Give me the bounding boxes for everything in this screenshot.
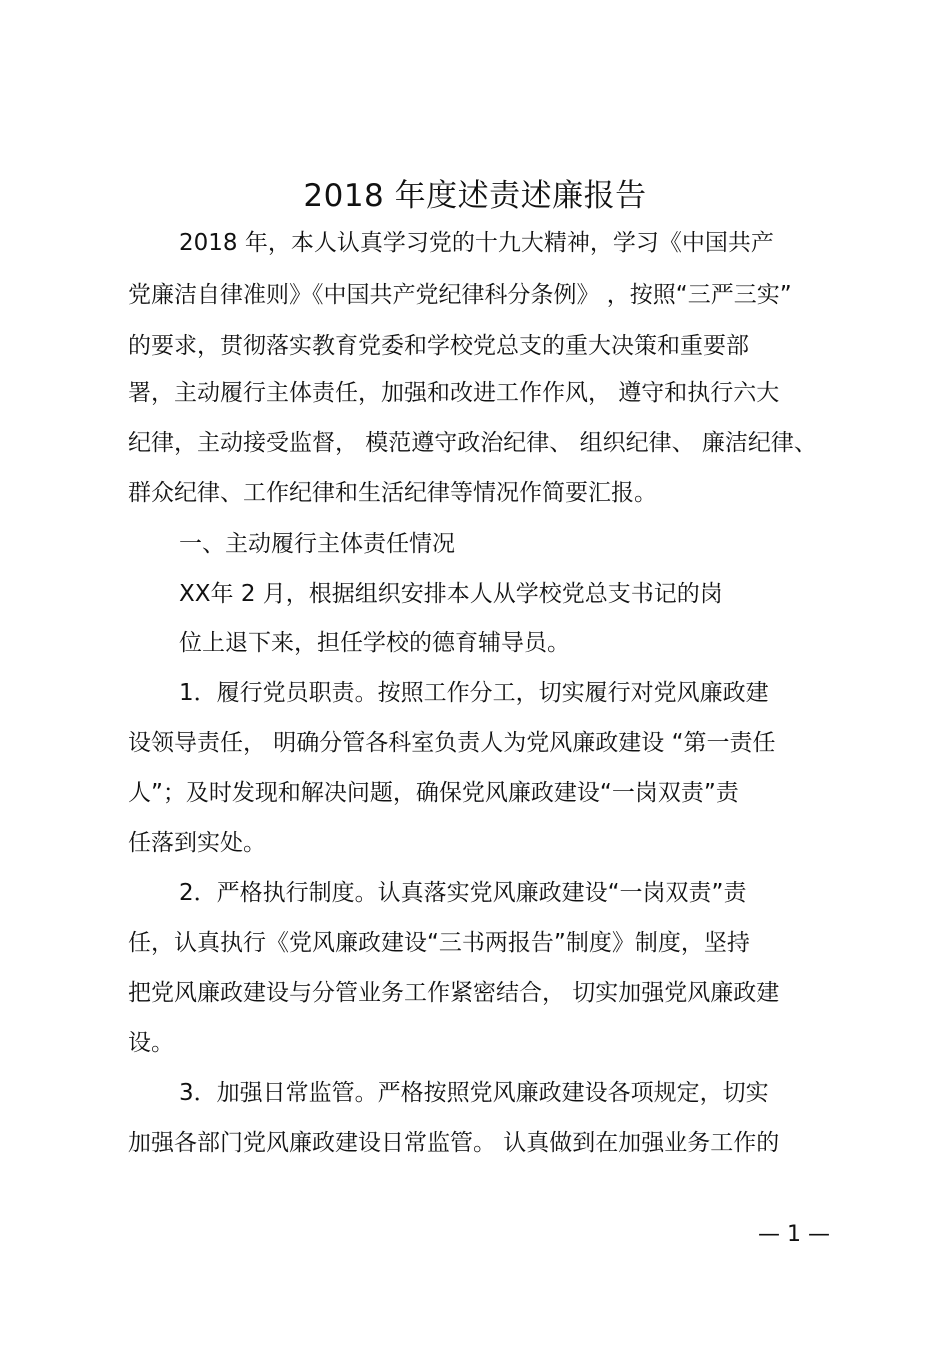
text-line: 设。 (128, 1030, 174, 1056)
text-line: 3．加强日常监管。严格按照党风廉政建设各项规定，切实 (179, 1080, 769, 1106)
text-line: 设领导责任， 明确分管各科室负责人为党风廉政建设 “第一责任 (128, 730, 776, 756)
text-line: 的要求，贯彻落实教育党委和学校党总支的重大决策和重要部 (128, 333, 749, 359)
text-line: 加强各部门党风廉政建设日常监管。 认真做到在加强业务工作的 (128, 1130, 780, 1156)
text-line: 纪律，主动接受监督， 模范遵守政治纪律、 组织纪律、 廉洁纪律、 (128, 430, 817, 456)
text-line: 任落到实处。 (128, 830, 266, 856)
text-line: 署，主动履行主体责任，加强和改进工作作风， 遵守和执行六大 (128, 380, 780, 406)
text-line: 人”；及时发现和解决问题，确保党风廉政建设“一岗双责”责 (128, 780, 739, 806)
text-line: 1．履行党员职责。按照工作分工，切实履行对党风廉政建 (179, 680, 769, 706)
page-number: — 1 — (758, 1222, 830, 1247)
text-line: 2018 年，本人认真学习党的十九大精神，学习《中国共产 (179, 230, 774, 256)
text-line: 党廉洁自律准则》《中国共产党纪律科分条例》 ，按照“三严三实” (128, 282, 792, 308)
document-title: 2018 年度述责述廉报告 (303, 178, 647, 214)
text-line: 群众纪律、工作纪律和生活纪律等情况作简要汇报。 (128, 480, 657, 506)
text-line: 把党风廉政建设与分管业务工作紧密结合， 切实加强党风廉政建 (128, 980, 780, 1006)
section-heading: 一、主动履行主体责任情况 (179, 531, 455, 557)
text-line: 位上退下来，担任学校的德育辅导员。 (179, 630, 570, 656)
text-line: 2．严格执行制度。认真落实党风廉政建设“一岗双责”责 (179, 880, 747, 906)
text-line: XX年 2 月，根据组织安排本人从学校党总支书记的岗 (179, 581, 723, 607)
text-line: 任，认真执行《党风廉政建设“三书两报告”制度》制度，坚持 (128, 930, 750, 956)
